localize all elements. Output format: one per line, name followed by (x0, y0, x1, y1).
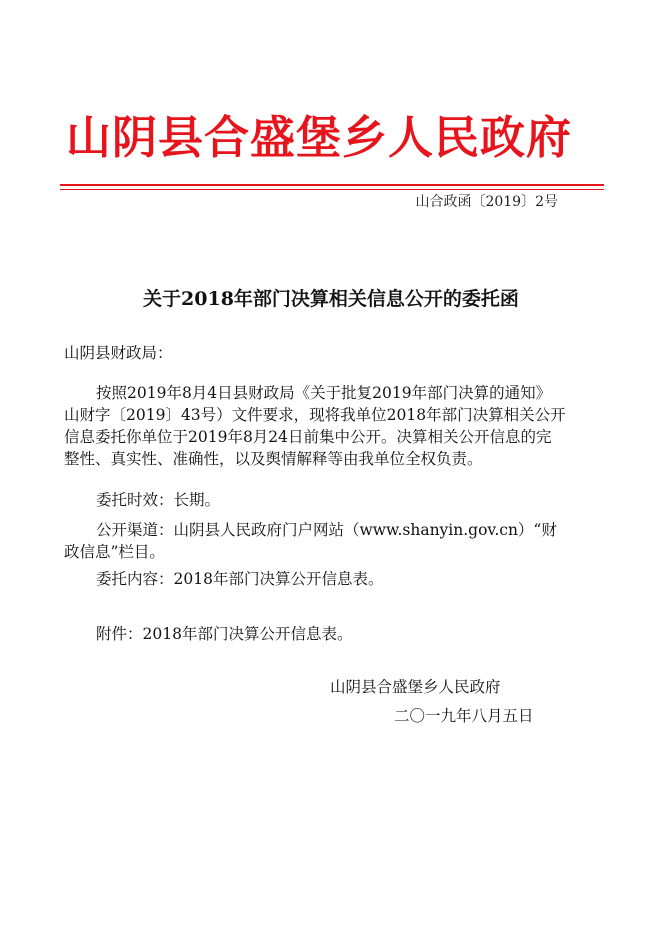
attachment-line: 附件：2018年部门决算公开信息表。 (96, 625, 353, 643)
content-line: 委托内容：2018年部门决算公开信息表。 (96, 570, 384, 588)
signature-org: 山阴县合盛堡乡人民政府 (330, 678, 501, 696)
validity-line: 委托时效：长期。 (96, 491, 221, 509)
letter-title: 关于2018年部门决算相关信息公开的委托函 (143, 288, 519, 310)
signature-date: 二〇一九年八月五日 (394, 707, 534, 725)
document-number: 山合政函〔2019〕2号 (415, 194, 558, 210)
channel-line: 公开渠道：山阴县人民政府门户网站（www.shanyin.gov.cn）“财 (96, 521, 557, 539)
org-masthead-title: 山阴县合盛堡乡人民政府 (66, 111, 573, 164)
body-paragraph-line: 信息委托你单位于2019年8月24日前集中公开。决算相关公开信息的完 (64, 428, 552, 446)
body-paragraph-line: 整性、真实性、准确性，以及舆情解释等由我单位全权负责。 (64, 450, 483, 468)
channel-line: 政信息”栏目。 (64, 543, 165, 561)
red-header-rule-thin (60, 189, 604, 190)
body-paragraph-line: 山财字〔2019〕43号）文件要求，现将我单位2018年部门决算相关公开 (64, 406, 566, 424)
body-paragraph-line: 按照2019年8月4日县财政局《关于批复2019年部门决算的通知》 (96, 384, 552, 402)
recipient-line: 山阴县财政局： (64, 344, 173, 362)
red-header-rule-thick (60, 184, 604, 186)
